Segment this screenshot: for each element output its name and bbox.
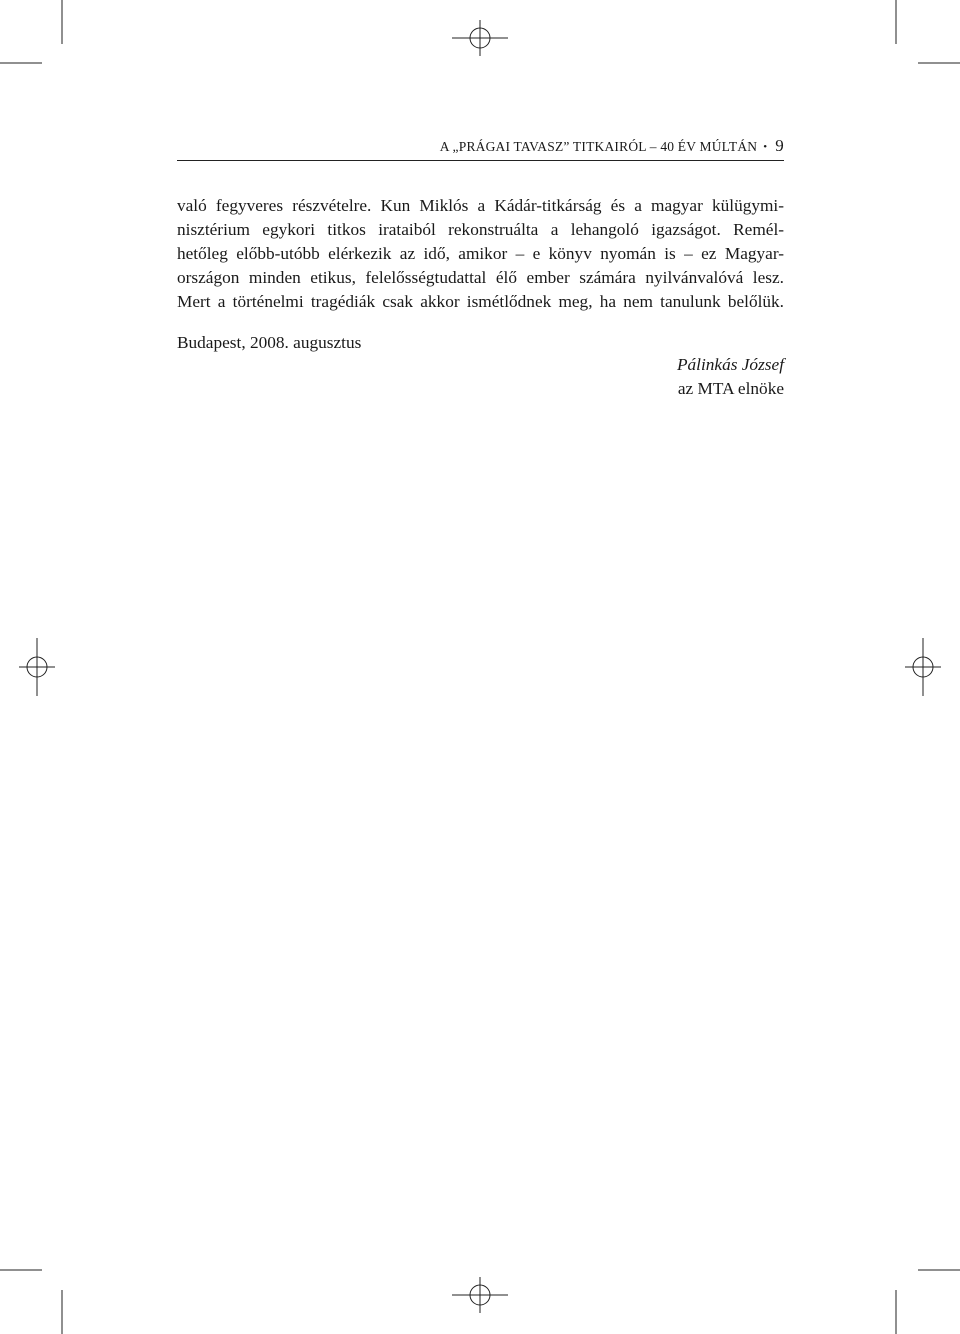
- crop-mark-bottom-left: [0, 1270, 62, 1334]
- body-line: hetőleg előbb-utóbb elérkezik az idő, amikor – e könyv nyomán is – ez Magyar-: [177, 244, 784, 263]
- crop-mark-top-left: [0, 0, 62, 63]
- running-title: A „PRÁGAI TAVASZ” TITKAIRÓL – 40 ÉV MÚLTÁN: [439, 139, 758, 154]
- body-line: való fegyveres részvételre. Kun Miklós a Kádár-titkárság és a magyar külügymi-: [177, 196, 784, 215]
- running-head: [177, 137, 784, 156]
- signature-name: Pálinkás József: [676, 355, 784, 374]
- registration-mark-top: [452, 20, 508, 56]
- place-date: Budapest, 2008. augusztus: [177, 333, 362, 352]
- crop-mark-top-right: [896, 0, 960, 63]
- bullet-separator: •: [763, 141, 768, 153]
- page-number: 9: [775, 136, 784, 155]
- signature-title: az MTA elnöke: [677, 379, 784, 398]
- body-line: országon minden etikus, felelősségtudattal élő ember számára nyilvánvalóvá lesz.: [177, 268, 784, 287]
- header-rule: [177, 160, 784, 161]
- signature-block: [677, 353, 784, 401]
- body-paragraph: [177, 194, 784, 314]
- crop-mark-bottom-right: [896, 1270, 960, 1334]
- body-line: nisztérium egykori titkos irataiból rekonstruálta a lehangoló igazságot. Remél-: [177, 220, 784, 239]
- registration-mark-right: [905, 638, 941, 696]
- registration-mark-bottom: [452, 1277, 508, 1313]
- registration-mark-left: [19, 638, 55, 696]
- body-line: Mert a történelmi tragédiák csak akkor ismétlődnek meg, ha nem tanulunk belőlük.: [177, 292, 784, 311]
